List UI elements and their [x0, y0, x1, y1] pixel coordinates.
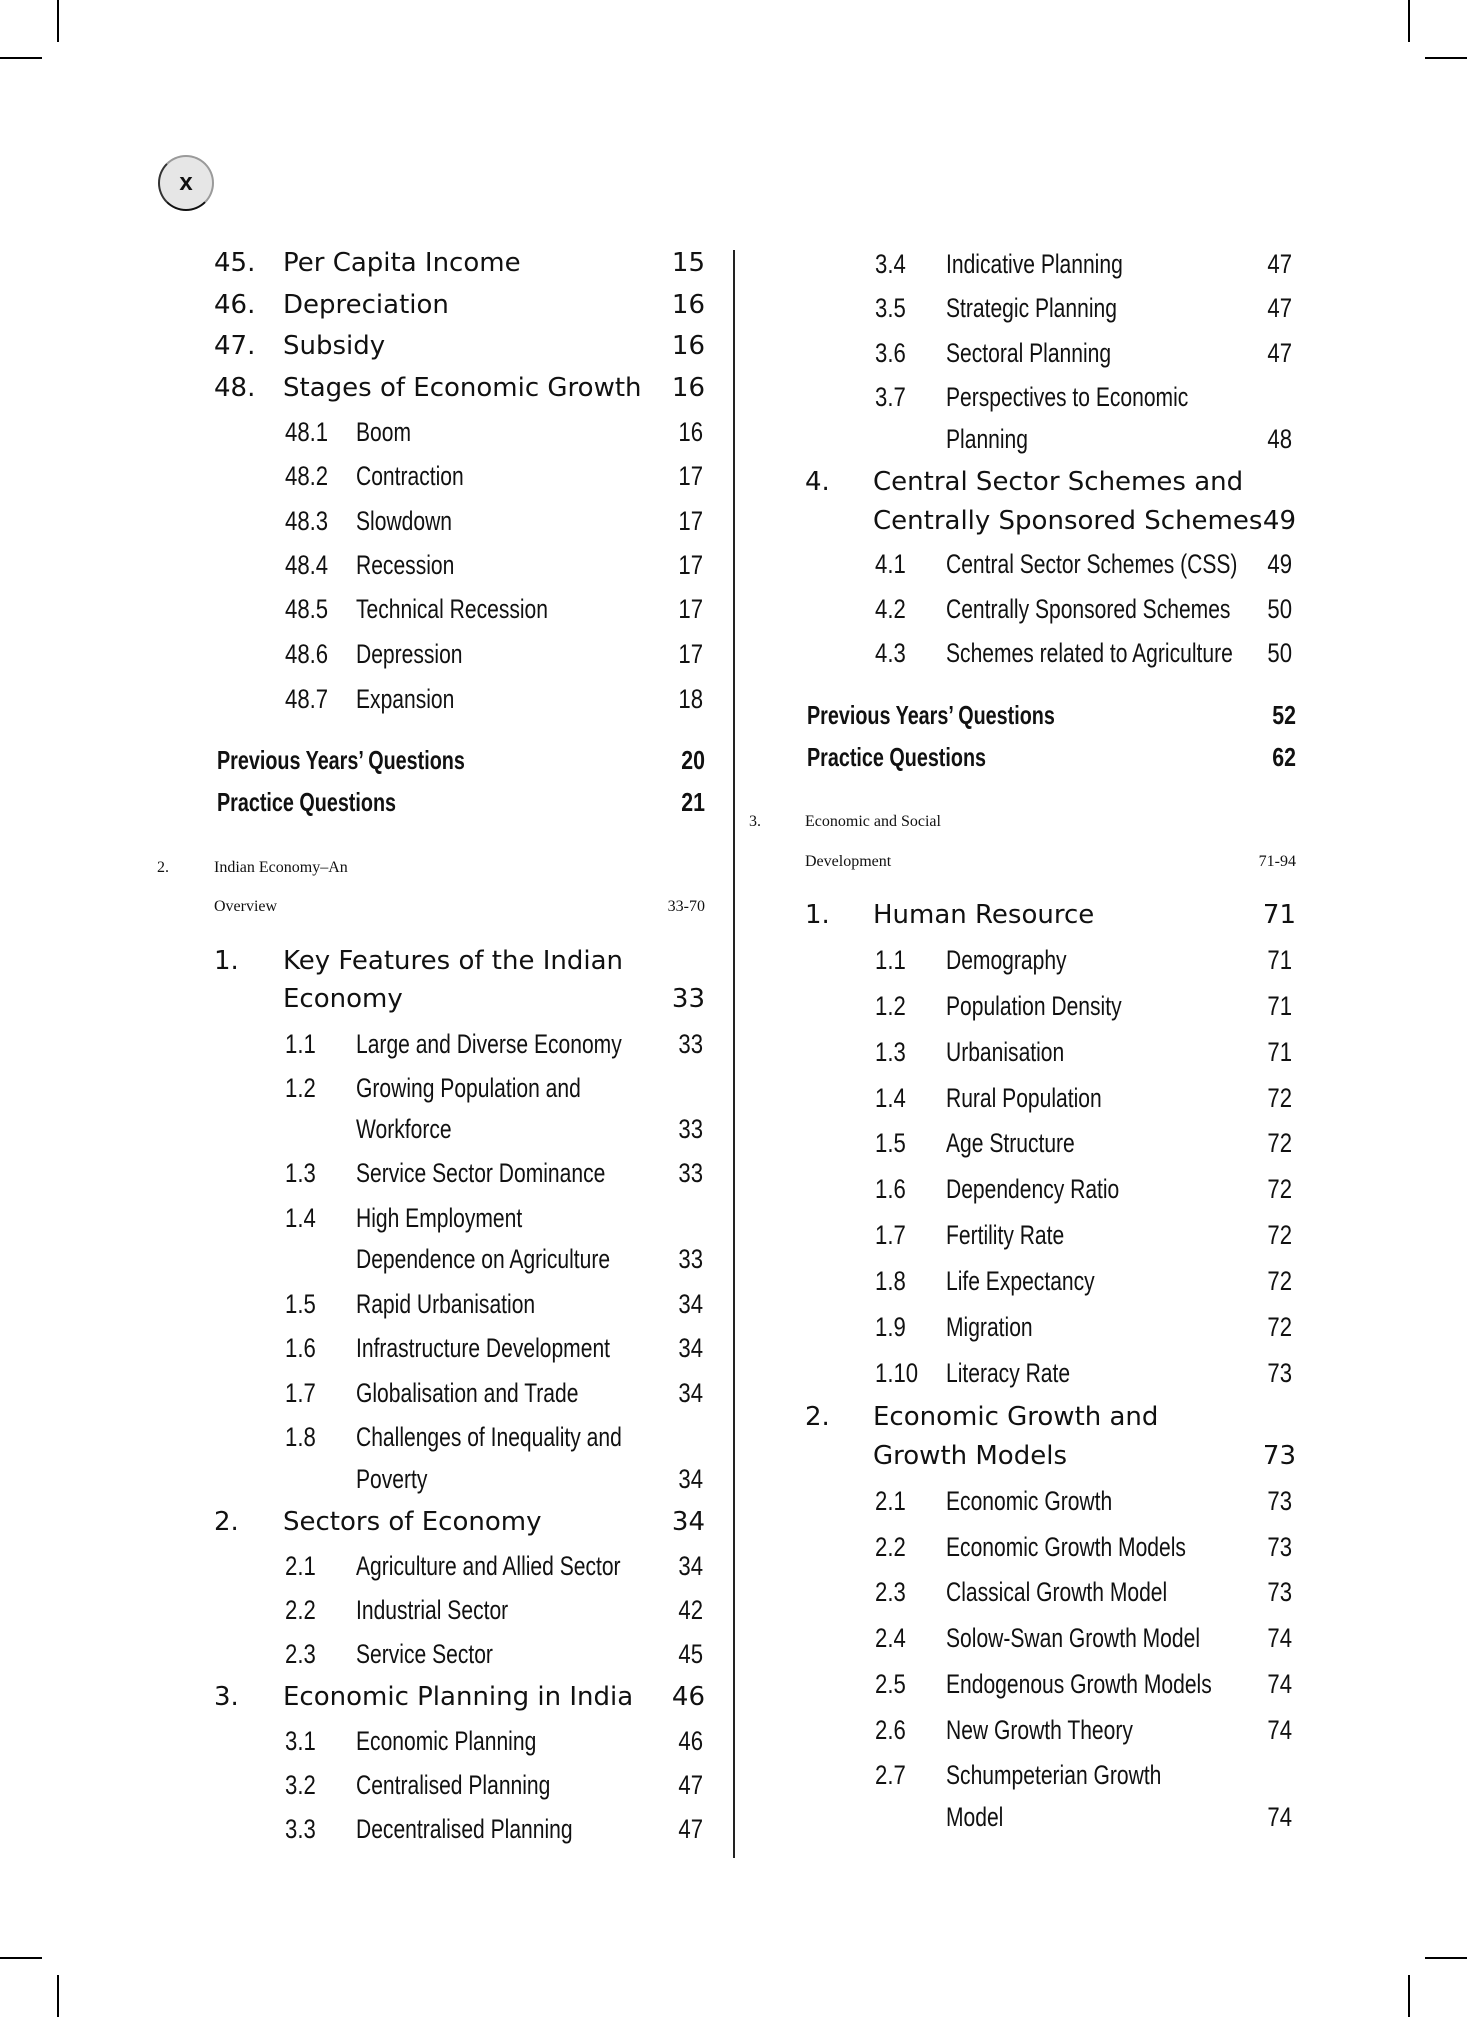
chapter-number: 3.: [749, 813, 761, 830]
toc-entry[interactable]: [0, 1032, 1467, 1072]
entry-page-number: 17: [678, 594, 703, 624]
entry-number: 2.2: [285, 1595, 316, 1625]
entry-title: Agriculture and Allied Sector: [356, 1551, 621, 1581]
entry-page-number: 21: [681, 787, 705, 817]
page-number: x: [179, 169, 193, 196]
crop-mark-top-right-v: [1408, 0, 1410, 42]
toc-entry[interactable]: [0, 462, 1467, 502]
entry-number: 48.2: [285, 461, 329, 491]
entry-page-number: 34: [671, 1507, 705, 1537]
entry-page-number: 71: [1267, 945, 1292, 975]
entry-number: 4.3: [875, 638, 906, 668]
entry-number: 1.10: [875, 1358, 919, 1388]
entry-title: Growth Models: [873, 1441, 1067, 1471]
entry-title: Growing Population and: [356, 1073, 581, 1103]
entry-number: 48.3: [285, 506, 329, 536]
toc-entry[interactable]: [0, 244, 1467, 284]
entry-title: Solow-Swan Growth Model: [946, 1623, 1200, 1653]
crop-mark-top-left-v: [57, 0, 59, 42]
entry-number: 2.5: [875, 1669, 906, 1699]
entry-number: 2.6: [875, 1715, 906, 1745]
entry-page-number: 20: [681, 745, 705, 775]
entry-title: Human Resource: [873, 900, 1095, 930]
toc-entry[interactable]: [0, 1078, 1467, 1118]
entry-page-number: 33: [678, 1244, 703, 1274]
entry-page-number: 74: [1267, 1802, 1292, 1832]
toc-entry[interactable]: [0, 1527, 1467, 1567]
entry-title: High Employment: [356, 1203, 523, 1233]
entry-page-number: 34: [678, 1378, 703, 1408]
entry-title: Sectoral Planning: [946, 338, 1112, 368]
entry-page-number: 17: [678, 461, 703, 491]
entry-title: Technical Recession: [356, 594, 548, 624]
entry-title: Endogenous Growth Models: [946, 1669, 1212, 1699]
entry-title: Model: [946, 1802, 1004, 1832]
toc-entry[interactable]: [0, 1123, 1467, 1163]
entry-page-number: 73: [1267, 1532, 1292, 1562]
entry-number: 3.5: [875, 293, 906, 323]
entry-number: 3.2: [285, 1770, 316, 1800]
entry-page-number: 72: [1267, 1128, 1292, 1158]
crop-mark-bottom-left-h: [0, 1957, 42, 1959]
entry-page-number: 50: [1267, 594, 1292, 624]
chapter-page-range: 71-94: [1258, 853, 1296, 870]
entry-title: Infrastructure Development: [356, 1333, 611, 1363]
entry-title: Rural Population: [946, 1083, 1102, 1113]
entry-title: Industrial Sector: [356, 1595, 509, 1625]
toc-entry[interactable]: [0, 1215, 1467, 1255]
toc-entry[interactable]: [0, 1618, 1467, 1658]
entry-title: Demography: [946, 945, 1067, 975]
entry-title: Centrally Sponsored Schemes: [873, 506, 1263, 536]
entry-number: 48.6: [285, 639, 329, 669]
entry-page-number: 45: [678, 1639, 703, 1669]
entry-number: 1.8: [875, 1266, 906, 1296]
entry-page-number: 16: [671, 331, 705, 361]
entry-number: 1.2: [875, 991, 906, 1021]
entry-number: 1.9: [875, 1312, 906, 1342]
entry-title: Central Sector Schemes and: [873, 467, 1244, 497]
toc-entry[interactable]: [0, 377, 1467, 417]
entry-number: 2.: [805, 1402, 830, 1432]
entry-number: 2.: [214, 1507, 239, 1537]
entry-page-number: 47: [1267, 338, 1292, 368]
toc-entry[interactable]: [0, 1353, 1467, 1393]
toc-entry[interactable]: [0, 1307, 1467, 1347]
toc-entry[interactable]: [0, 501, 1467, 541]
entry-page-number: 74: [1267, 1715, 1292, 1745]
entry-number: 4.1: [875, 549, 906, 579]
entry-title: Strategic Planning: [946, 293, 1117, 323]
entry-title: Dependence on Agriculture: [356, 1244, 611, 1274]
entry-page-number: 71: [1262, 900, 1296, 930]
entry-page-number: 16: [671, 290, 705, 320]
chapter-page-range: 33-70: [667, 898, 705, 915]
entry-title: Recession: [356, 550, 455, 580]
entry-page-number: 17: [678, 550, 703, 580]
toc-section-link[interactable]: [0, 695, 1467, 735]
entry-page-number: 72: [1267, 1220, 1292, 1250]
entry-number: 48.1: [285, 417, 329, 447]
entry-page-number: 49: [1262, 506, 1296, 536]
entry-page-number: 16: [671, 373, 705, 403]
entry-title: Migration: [946, 1312, 1033, 1342]
entry-title: Expansion: [356, 684, 455, 714]
entry-page-number: 17: [678, 639, 703, 669]
entry-number: 48.4: [285, 550, 329, 580]
entry-number: 1.7: [285, 1378, 316, 1408]
entry-number: 3.4: [875, 249, 906, 279]
entry-title: Subsidy: [283, 331, 386, 361]
entry-page-number: 47: [1267, 249, 1292, 279]
entry-page-number: 34: [678, 1333, 703, 1363]
entry-title: Indicative Planning: [946, 249, 1123, 279]
entry-title: Large and Diverse Economy: [356, 1029, 622, 1059]
entry-number: 3.: [214, 1682, 239, 1712]
entry-number: 47.: [214, 331, 256, 361]
entry-number: 1.5: [285, 1289, 316, 1319]
toc-section-link[interactable]: [0, 737, 1467, 777]
toc-entry[interactable]: [0, 544, 1467, 584]
entry-number: 46.: [214, 290, 256, 320]
entry-number: 1.3: [285, 1158, 316, 1188]
entry-title: Challenges of Inequality and: [356, 1422, 622, 1452]
entry-number: 4.2: [875, 594, 906, 624]
crop-mark-top-right-h: [1425, 57, 1467, 59]
entry-number: 1.4: [875, 1083, 906, 1113]
entry-title: Practice Questions: [807, 742, 987, 772]
entry-title: Economic Planning in India: [283, 1682, 634, 1712]
toc-entry[interactable]: [0, 1169, 1467, 1209]
entry-page-number: 73: [1267, 1577, 1292, 1607]
toc-entry[interactable]: [0, 1755, 1467, 1795]
entry-page-number: 72: [1267, 1174, 1292, 1204]
entry-title: Economy: [283, 984, 403, 1014]
entry-title: Planning: [946, 424, 1028, 454]
entry-page-number: 33: [678, 1114, 703, 1144]
entry-title: Economic Growth and: [873, 1402, 1159, 1432]
entry-number: 1.: [214, 946, 239, 976]
chapter-number: 2.: [157, 859, 169, 876]
entry-page-number: 71: [1267, 1037, 1292, 1067]
page-number-badge: [158, 155, 214, 211]
entry-title: Population Density: [946, 991, 1122, 1021]
entry-title: Decentralised Planning: [356, 1814, 573, 1844]
toc-entry[interactable]: [0, 419, 1467, 459]
toc-entry[interactable]: [0, 1397, 1467, 1437]
entry-number: 1.1: [285, 1029, 316, 1059]
entry-page-number: 46: [678, 1726, 703, 1756]
entry-title: Slowdown: [356, 506, 453, 536]
crop-mark-top-left-h: [0, 57, 42, 59]
entry-title: Workforce: [356, 1114, 452, 1144]
crop-mark-bottom-right-v: [1408, 1975, 1410, 2017]
entry-page-number: 34: [678, 1551, 703, 1581]
chapter-heading[interactable]: [0, 842, 1467, 882]
entry-title: Globalisation and Trade: [356, 1378, 579, 1408]
toc-entry[interactable]: [0, 1664, 1467, 1704]
entry-title: Per Capita Income: [283, 248, 521, 278]
entry-title: Literacy Rate: [946, 1358, 1071, 1388]
toc-entry[interactable]: [0, 1261, 1467, 1301]
chapter-title: Development: [805, 853, 892, 870]
crop-mark-bottom-left-v: [57, 1975, 59, 2017]
entry-page-number: 72: [1267, 1312, 1292, 1342]
toc-entry[interactable]: [0, 633, 1467, 673]
entry-number: 1.4: [285, 1203, 316, 1233]
entry-title: Economic Growth Models: [946, 1532, 1186, 1562]
toc-entry[interactable]: [0, 895, 1467, 935]
entry-page-number: 50: [1267, 638, 1292, 668]
entry-page-number: 62: [1272, 742, 1296, 772]
entry-number: 1.1: [875, 945, 906, 975]
entry-page-number: 74: [1267, 1623, 1292, 1653]
entry-page-number: 47: [1267, 293, 1292, 323]
entry-number: 45.: [214, 248, 256, 278]
entry-title: Dependency Ratio: [946, 1174, 1120, 1204]
entry-number: 48.: [214, 373, 256, 403]
entry-title: Life Expectancy: [946, 1266, 1095, 1296]
toc-entry[interactable]: [0, 1481, 1467, 1521]
entry-title: New Growth Theory: [946, 1715, 1133, 1745]
entry-title: Centralised Planning: [356, 1770, 551, 1800]
entry-page-number: 72: [1267, 1266, 1292, 1296]
entry-number: 1.7: [875, 1220, 906, 1250]
entry-title: Depreciation: [283, 290, 449, 320]
entry-title: Sectors of Economy: [283, 1507, 542, 1537]
entry-title: Depression: [356, 639, 463, 669]
toc-entry[interactable]: [0, 940, 1467, 980]
entry-page-number: 52: [1272, 700, 1296, 730]
entry-number: 3.6: [875, 338, 906, 368]
chapter-title: Economic and Social: [805, 813, 941, 830]
entry-number: 2.4: [875, 1623, 906, 1653]
entry-page-number: 47: [678, 1814, 703, 1844]
toc-entry[interactable]: [0, 1572, 1467, 1612]
entry-page-number: 33: [678, 1029, 703, 1059]
entry-number: 1.6: [285, 1333, 316, 1363]
entry-page-number: 34: [678, 1289, 703, 1319]
entry-number: 1.3: [875, 1037, 906, 1067]
entry-page-number: 74: [1267, 1669, 1292, 1699]
entry-number: 48.7: [285, 684, 329, 714]
chapter-title: Overview: [214, 898, 278, 915]
entry-title: Central Sector Schemes (CSS): [946, 549, 1238, 579]
entry-page-number: 71: [1267, 991, 1292, 1021]
entry-title: Schumpeterian Growth: [946, 1760, 1162, 1790]
entry-number: 2.1: [285, 1551, 316, 1581]
entry-page-number: 17: [678, 506, 703, 536]
entry-page-number: 47: [678, 1770, 703, 1800]
toc-entry[interactable]: [0, 589, 1467, 629]
entry-page-number: 34: [678, 1464, 703, 1494]
entry-page-number: 48: [1267, 424, 1292, 454]
entry-number: 1.8: [285, 1422, 316, 1452]
toc-entry[interactable]: [0, 1710, 1467, 1750]
entry-page-number: 42: [678, 1595, 703, 1625]
toc-entry[interactable]: [0, 288, 1467, 328]
entry-number: 1.2: [285, 1073, 316, 1103]
entry-title: Service Sector: [356, 1639, 493, 1669]
entry-title: Service Sector Dominance: [356, 1158, 606, 1188]
entry-number: 3.3: [285, 1814, 316, 1844]
entry-title: Economic Planning: [356, 1726, 537, 1756]
entry-title: Perspectives to Economic: [946, 382, 1189, 412]
entry-title: Boom: [356, 417, 412, 447]
entry-page-number: 33: [671, 984, 705, 1014]
entry-title: Centrally Sponsored Schemes: [946, 594, 1231, 624]
entry-number: 3.1: [285, 1726, 316, 1756]
entry-title: Age Structure: [946, 1128, 1075, 1158]
entry-number: 1.: [805, 900, 830, 930]
toc-entry[interactable]: [0, 986, 1467, 1026]
entry-page-number: 46: [671, 1682, 705, 1712]
entry-number: 2.1: [875, 1486, 906, 1516]
entry-number: 2.2: [875, 1532, 906, 1562]
entry-title: Practice Questions: [217, 787, 397, 817]
entry-number: 4.: [805, 467, 830, 497]
entry-title: Poverty: [356, 1464, 428, 1494]
entry-number: 2.3: [875, 1577, 906, 1607]
entry-title: Stages of Economic Growth: [283, 373, 642, 403]
entry-page-number: 16: [678, 417, 703, 447]
entry-page-number: 15: [671, 248, 705, 278]
entry-title: Urbanisation: [946, 1037, 1065, 1067]
entry-page-number: 73: [1262, 1441, 1296, 1471]
entry-title: Economic Growth: [946, 1486, 1113, 1516]
entry-title: Key Features of the Indian: [283, 946, 624, 976]
chapter-heading[interactable]: [0, 802, 1467, 842]
entry-title: Rapid Urbanisation: [356, 1289, 536, 1319]
entry-page-number: 72: [1267, 1083, 1292, 1113]
entry-page-number: 18: [678, 684, 703, 714]
entry-number: 2.7: [875, 1760, 906, 1790]
entry-page-number: 49: [1267, 549, 1292, 579]
entry-number: 1.6: [875, 1174, 906, 1204]
entry-page-number: 33: [678, 1158, 703, 1188]
entry-page-number: 73: [1267, 1486, 1292, 1516]
entry-number: 3.7: [875, 382, 906, 412]
toc-entry[interactable]: [0, 1797, 1467, 1837]
toc-entry[interactable]: [0, 1436, 1467, 1476]
chapter-title: Indian Economy–An: [214, 859, 348, 876]
entry-title: Schemes related to Agriculture: [946, 638, 1233, 668]
entry-page-number: 73: [1267, 1358, 1292, 1388]
entry-title: Fertility Rate: [946, 1220, 1065, 1250]
entry-number: 2.3: [285, 1639, 316, 1669]
toc-entry[interactable]: [0, 333, 1467, 373]
entry-title: Previous Years’ Questions: [807, 700, 1055, 730]
entry-number: 48.5: [285, 594, 329, 624]
entry-title: Previous Years’ Questions: [217, 745, 465, 775]
entry-title: Classical Growth Model: [946, 1577, 1168, 1607]
crop-mark-bottom-right-h: [1425, 1957, 1467, 1959]
entry-title: Contraction: [356, 461, 464, 491]
entry-number: 1.5: [875, 1128, 906, 1158]
